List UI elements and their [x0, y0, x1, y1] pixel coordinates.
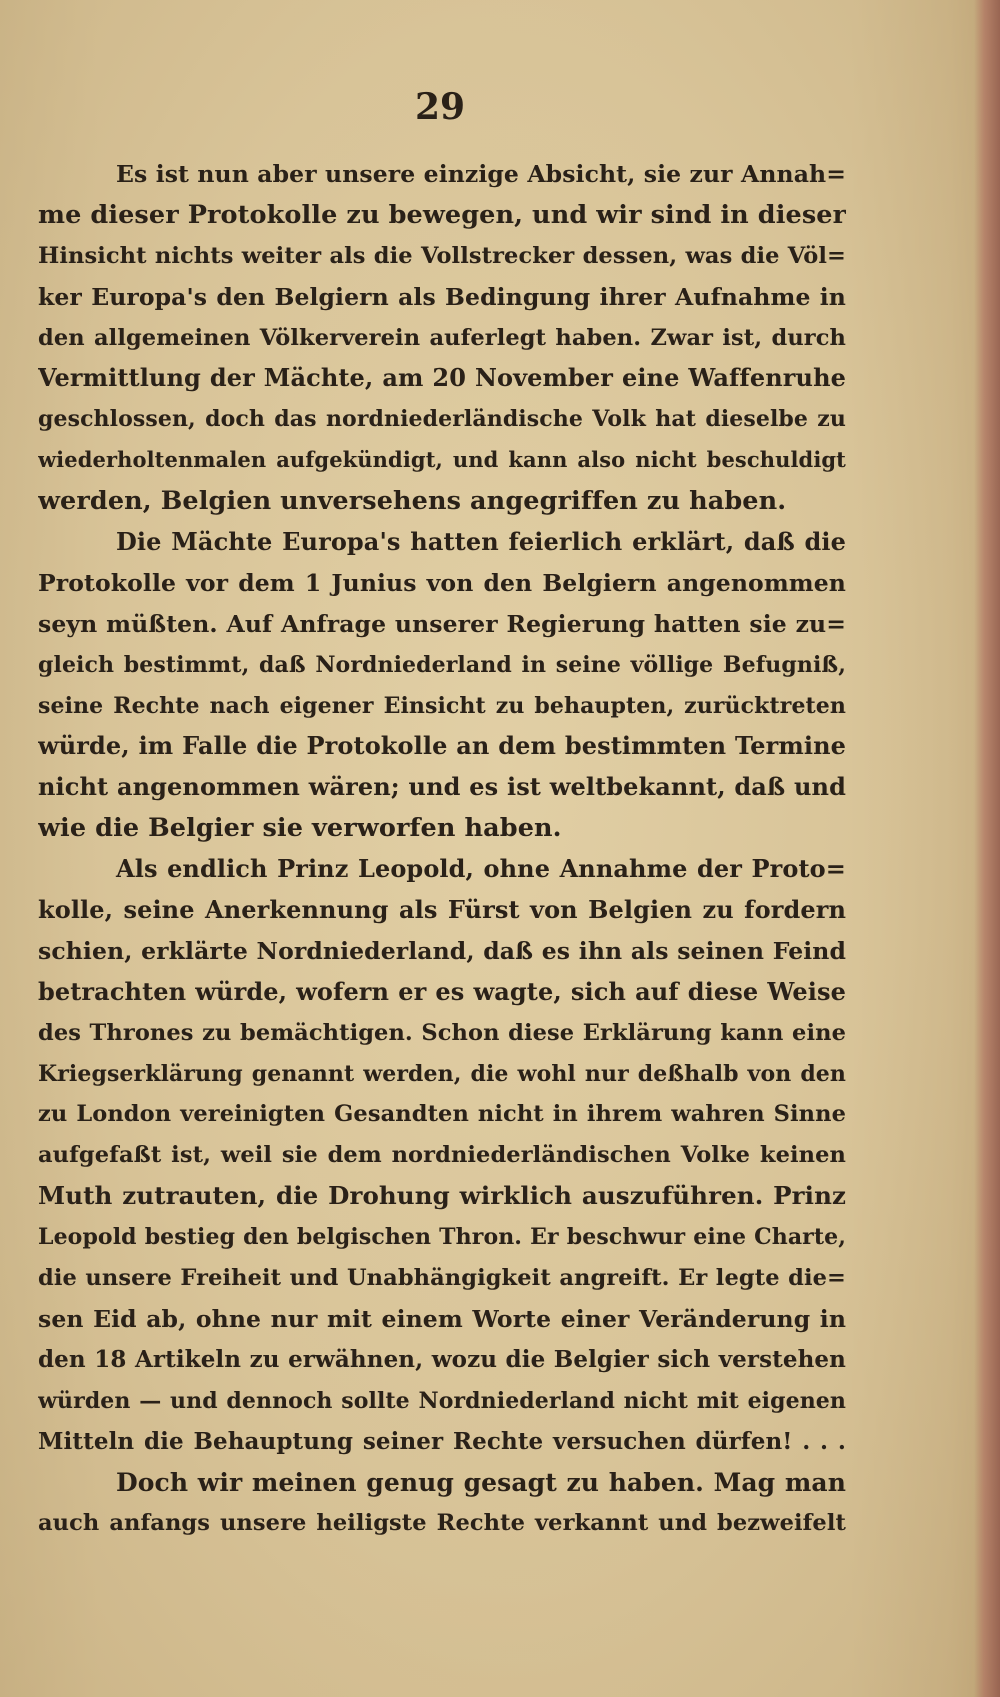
text-line: würde, im Falle die Protokolle an dem bestimmten Termine	[38, 731, 846, 761]
text-line: gleich bestimmt, daß Nordniederland in seine völlige Befugniß,	[38, 651, 846, 678]
text-line: Kriegserklärung genannt werden, die wohl nur deßhalb von den	[38, 1060, 846, 1087]
text-line: sen Eid ab, ohne nur mit einem Worte einer Veränderung in	[38, 1304, 846, 1333]
text-line: wie die Belgier sie verworfen haben.	[38, 813, 562, 844]
text-line: aufgefaßt ist, weil sie dem nordniederländischen Volke keinen	[38, 1142, 846, 1169]
text-line: Leopold bestieg den belgischen Thron. Er beschwur eine Charte,	[38, 1224, 846, 1251]
body-text	[38, 154, 846, 1544]
text-line: Protokolle vor dem 1 Junius von den Belgiern angenommen	[38, 568, 846, 597]
text-line: me dieser Protokolle zu bewegen, und wir sind in dieser	[38, 199, 846, 230]
text-line: den 18 Artikeln zu erwähnen, wozu die Belgier sich verstehen	[38, 1345, 846, 1373]
text-line: die unsere Freiheit und Unabhängigkeit angreift. Er legte die=	[38, 1265, 846, 1292]
text-line: Die Mächte Europa's hatten feierlich erklärt, daß die	[116, 527, 846, 557]
text-line: Als endlich Prinz Leopold, ohne Annahme der Proto=	[116, 854, 846, 884]
text-line: Hinsicht nichts weiter als die Vollstrecker dessen, was die Völ=	[38, 242, 846, 269]
text-line: Muth zutrauten, die Drohung wirklich auszuführen. Prinz	[38, 1181, 846, 1211]
text-line: betrachten würde, wofern er es wagte, sich auf diese Weise	[38, 976, 846, 1006]
text-line: des Thrones zu bemächtigen. Schon diese Erklärung kann eine	[38, 1019, 846, 1046]
text-line: kolle, seine Anerkennung als Fürst von Belgien zu fordern	[38, 895, 846, 925]
text-line: ker Europa's den Belgiern als Bedingung ihrer Aufnahme in	[38, 282, 846, 311]
text-line: würden — und dennoch sollte Nordniederland nicht mit eigenen	[38, 1387, 846, 1414]
text-line: Mitteln die Behauptung seiner Rechte versuchen dürfen! . . .	[38, 1427, 846, 1455]
text-line: Es ist nun aber unsere einzige Absicht, sie zur Annah=	[116, 160, 846, 188]
text-line: zu London vereinigten Gesandten nicht in ihrem wahren Sinne	[38, 1101, 846, 1128]
text-line: Doch wir meinen genug gesagt zu haben. Mag man	[116, 1467, 846, 1497]
text-line: schien, erklärte Nordniederland, daß es ihn als seinen Feind	[38, 936, 846, 965]
text-line: den allgemeinen Völkerverein auferlegt haben. Zwar ist, durch	[38, 324, 846, 351]
text-line: wiederholtenmalen aufgekündigt, und kann also nicht beschuldigt	[38, 447, 846, 473]
text-line: seine Rechte nach eigener Einsicht zu behaupten, zurücktreten	[38, 692, 846, 719]
text-line: Vermittlung der Mächte, am 20 November eine Waffenruhe	[38, 363, 846, 393]
text-line: seyn müßten. Auf Anfrage unserer Regierung hatten sie zu=	[38, 609, 846, 638]
page-edge	[974, 0, 1000, 1697]
text-line: werden, Belgien unversehens angegriffen zu haben.	[38, 486, 787, 517]
page-number: 29	[414, 86, 466, 128]
text-line: geschlossen, doch das nordniederländische Volk hat dieselbe zu	[38, 406, 846, 433]
text-line: auch anfangs unsere heiligste Rechte verkannt und bezweifelt	[38, 1510, 846, 1537]
text-line: nicht angenommen wären; und es ist weltbekannt, daß und	[38, 772, 846, 802]
